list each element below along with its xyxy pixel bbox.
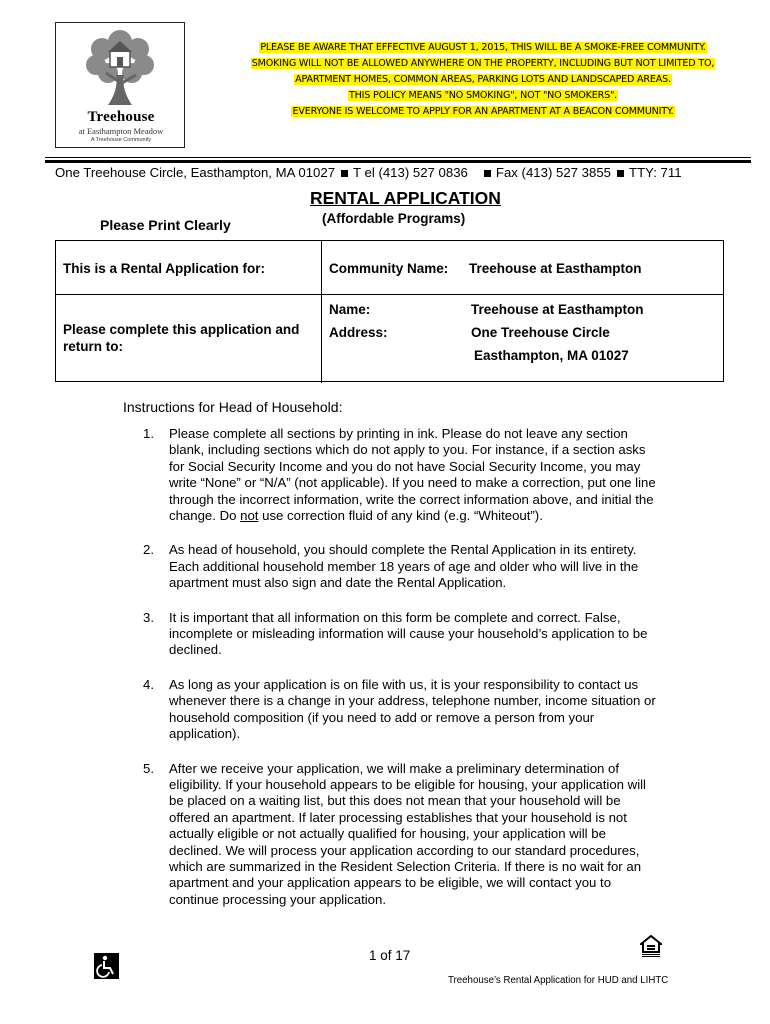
bullet-separator bbox=[617, 170, 624, 177]
item-line: As long as your application is on file with us, it is your responsibility to contact us bbox=[169, 676, 639, 692]
contact-address: One Treehouse Circle, Easthampton, MA 01027 bbox=[55, 165, 336, 180]
form-title: RENTAL APPLICATION bbox=[310, 188, 501, 208]
bullet-separator bbox=[341, 170, 348, 177]
item-line: household composition (if you need to add or remove a person from your bbox=[169, 709, 595, 725]
logo bbox=[55, 22, 185, 148]
item-line: As head of household, you should complete the Rental Application in its entirety. bbox=[169, 542, 637, 558]
name-label: Name: bbox=[329, 302, 371, 317]
item-line: offered an apartment. If later processing establishes that your household is not bbox=[169, 809, 627, 825]
item-line: through the incorrect information, write the correct information above, and initial the bbox=[169, 491, 654, 507]
bullet-separator bbox=[484, 170, 491, 177]
item-text: use correction fluid of any kind (e.g. “Whiteout”). bbox=[258, 508, 543, 524]
item-line: Please complete all sections by printing in ink. Please do not leave any section bbox=[169, 426, 628, 441]
community-name-value: Treehouse at Easthampton bbox=[469, 261, 642, 276]
item-line: actually eligible or not actually qualified for housing, your application will be bbox=[169, 826, 606, 842]
notice-line: EVERYONE IS WELCOME TO APPLY FOR AN APARTMENT AT A BEACON COMMUNITY. bbox=[292, 106, 674, 117]
contact-line bbox=[55, 165, 745, 180]
return-to-label: Please complete this application and bbox=[63, 322, 300, 337]
item-line: declined. We will process your application according to our standard procedures, bbox=[169, 842, 640, 858]
table-divider bbox=[56, 294, 723, 295]
item-number: 1. bbox=[143, 426, 154, 441]
print-clearly-note: Please Print Clearly bbox=[100, 217, 231, 233]
item-line: be placed on a waiting list, but this does not mean that your household will be bbox=[169, 793, 621, 809]
list-item bbox=[143, 426, 698, 524]
item-line: It is important that all information on this form be complete and correct. False, bbox=[169, 609, 621, 625]
list-item bbox=[143, 542, 698, 591]
contact-tty: TTY: 711 bbox=[629, 165, 682, 180]
instructions-heading: Instructions for Head of Household: bbox=[123, 399, 343, 415]
item-line: whenever there is a change in your address, telephone number, income situation or bbox=[169, 693, 656, 709]
header-divider bbox=[45, 157, 751, 158]
item-emphasis: not bbox=[240, 508, 259, 524]
item-line: for Social Security Income and you do not have Social Security Income, you may bbox=[169, 458, 641, 474]
item-number: 5. bbox=[143, 760, 154, 776]
footer-note: Treehouse’s Rental Application for HUD and LIHTC bbox=[448, 975, 669, 986]
item-line: application). bbox=[169, 726, 241, 742]
item-line: continue processing your application. bbox=[169, 891, 386, 907]
wheelchair-icon bbox=[94, 953, 119, 979]
contact-phone: T el (413) 527 0836 bbox=[353, 165, 468, 180]
item-line: blank, including sections which do not apply to you. For instance, if a section asks bbox=[169, 442, 646, 458]
logo-tagline: A Treehouse Community bbox=[90, 137, 152, 143]
item-line: Each additional household member 18 years of age and older who will live in the bbox=[169, 558, 639, 574]
item-line: eligibility. If your household appears to be eligible for housing, your application will bbox=[169, 776, 646, 792]
item-text: change. Do bbox=[169, 508, 241, 524]
header-divider-thick bbox=[45, 160, 751, 163]
item-number: 4. bbox=[143, 676, 154, 692]
address-line-2: Easthampton, MA 01027 bbox=[474, 348, 629, 363]
form-subtitle: (Affordable Programs) bbox=[322, 211, 466, 226]
table-divider bbox=[321, 241, 322, 383]
item-line: which are summarized in the Resident Selection Criteria. If there is no wait for an bbox=[169, 858, 642, 874]
address-label: Address: bbox=[329, 325, 388, 340]
contact-fax: Fax (413) 527 3855 bbox=[495, 165, 612, 180]
tree-house-icon bbox=[82, 29, 158, 107]
item-number: 3. bbox=[143, 609, 154, 625]
notice-line: APARTMENT HOMES, COMMON AREAS, PARKING LOTS AND LANDSCAPED AREAS. bbox=[295, 74, 671, 85]
return-to-label-cont: return to: bbox=[63, 339, 123, 354]
item-number: 2. bbox=[143, 542, 154, 558]
list-item bbox=[143, 610, 698, 659]
notice-line: PLEASE BE AWARE THAT EFFECTIVE AUGUST 1, 2015, THIS WILL BE A SMOKE-FREE COMMUNITY. bbox=[260, 42, 706, 53]
instructions-list bbox=[143, 426, 698, 926]
item-line: write “None” or “N/A” (not applicable). If you need to make a correction, put one line bbox=[169, 475, 656, 491]
page-number: 1 of 17 bbox=[369, 948, 411, 963]
item-line: declined. bbox=[169, 642, 222, 658]
application-for-label: This is a Rental Application for: bbox=[63, 261, 266, 276]
community-name-label: Community Name: bbox=[329, 261, 449, 276]
item-line: apartment and your application appears to be eligible, we will contact you to bbox=[169, 875, 612, 891]
address-line-1: One Treehouse Circle bbox=[471, 325, 610, 340]
item-line: After we receive your application, we will make a preliminary determination of bbox=[169, 760, 620, 776]
name-value: Treehouse at Easthampton bbox=[471, 302, 644, 317]
logo-title: Treehouse bbox=[87, 109, 155, 125]
list-item bbox=[143, 761, 698, 909]
logo-subtitle: at Easthampton Meadow bbox=[78, 126, 164, 136]
item-line: incomplete or misleading information will cause your household’s application to be bbox=[169, 626, 648, 642]
notice-line: THIS POLICY MEANS "NO SMOKING", NOT "NO SMOKERS". bbox=[348, 90, 618, 101]
item-line bbox=[169, 508, 698, 524]
equal-housing-icon bbox=[640, 935, 662, 959]
application-info-table bbox=[55, 240, 724, 382]
item-line: apartment must also sign and date the Rental Application. bbox=[169, 575, 507, 591]
list-item bbox=[143, 677, 698, 743]
smoke-free-notice bbox=[218, 40, 748, 120]
notice-line: SMOKING WILL NOT BE ALLOWED ANYWHERE ON THE PROPERTY, INCLUDING BUT NOT LIMITED TO, bbox=[251, 58, 715, 69]
